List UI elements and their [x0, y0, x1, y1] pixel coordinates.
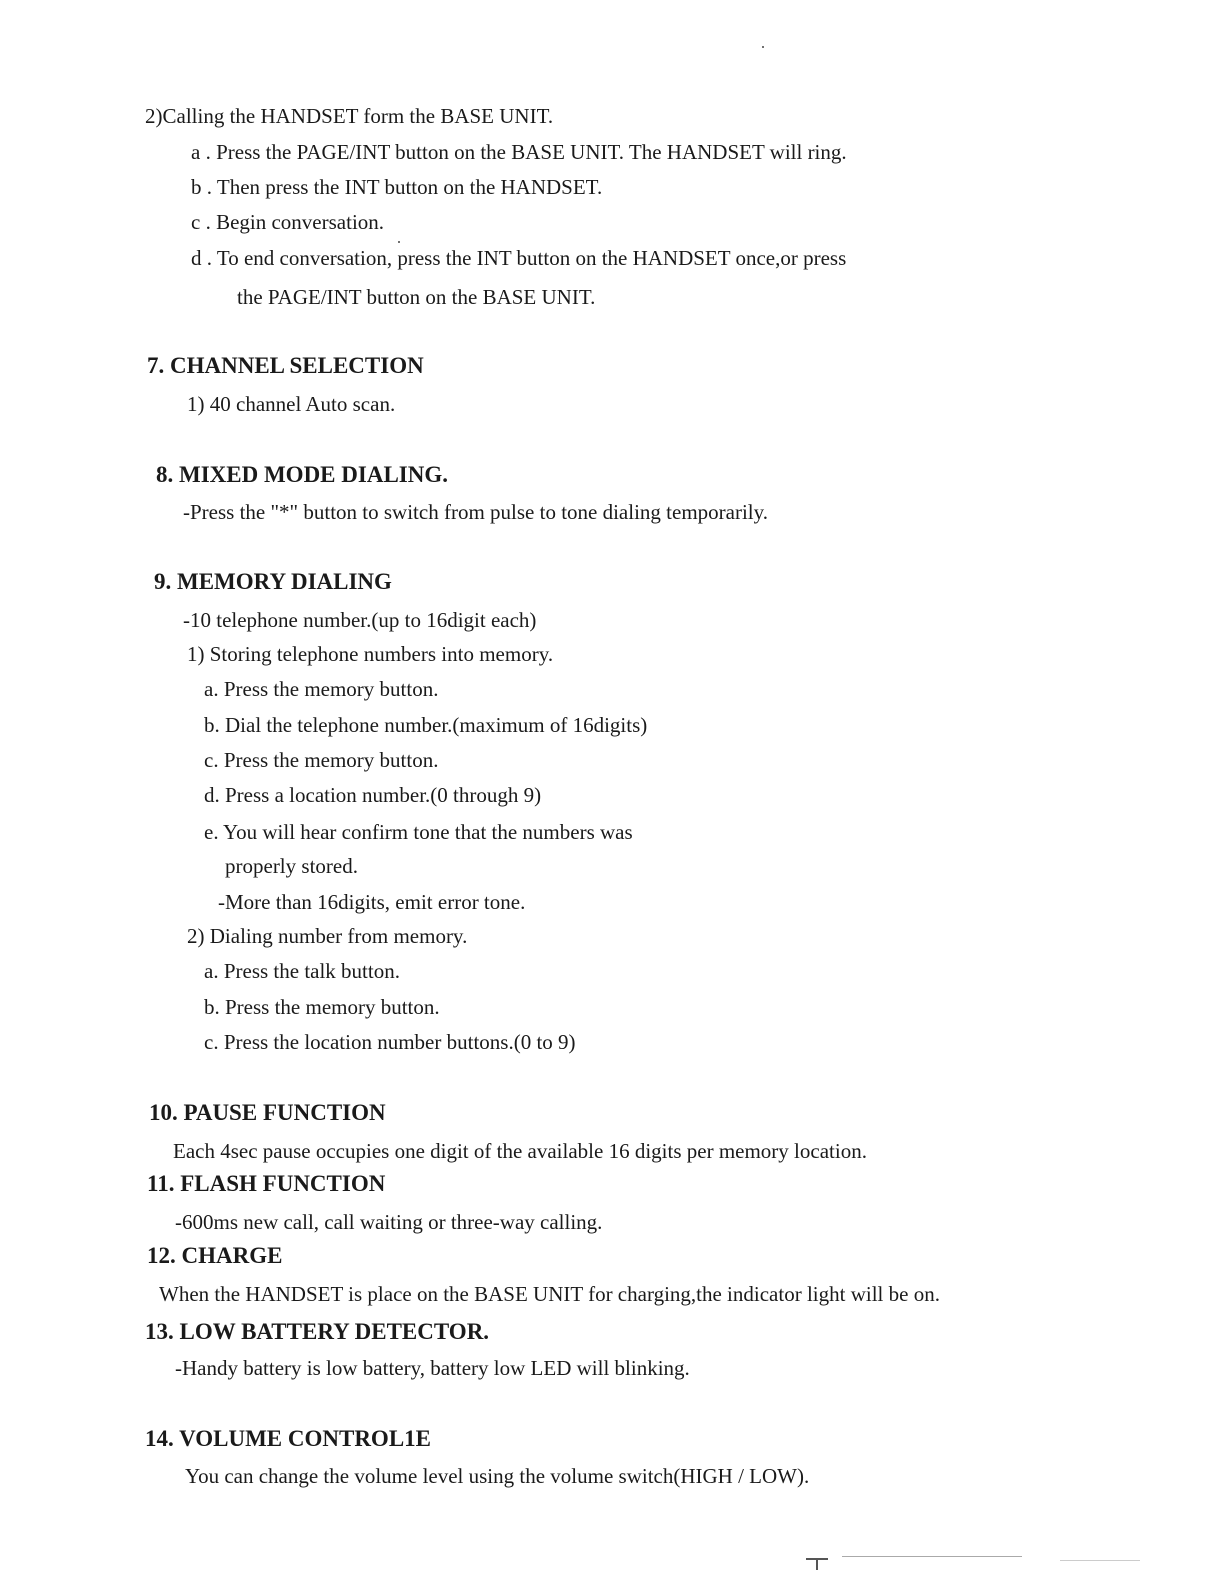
- dialing-from-memory-title: 2) Dialing number from memory.: [187, 924, 468, 948]
- channel-selection-item: 1) 40 channel Auto scan.: [187, 392, 396, 416]
- storing-step-a: a. Press the memory button.: [204, 677, 439, 701]
- charge-text: When the HANDSET is place on the BASE UNIT for charging,the indicator light will be on.: [159, 1282, 940, 1306]
- calling-step-d-line1: d . To end conversation, press the INT button on the HANDSET once,or press: [191, 246, 847, 270]
- dialing-step-a: a. Press the talk button.: [204, 959, 400, 983]
- channel-selection-heading: 7. CHANNEL SELECTION: [147, 353, 424, 378]
- memory-dialing-heading: 9. MEMORY DIALING: [154, 569, 392, 594]
- storing-step-c: c. Press the memory button.: [204, 748, 439, 772]
- storing-step-e-line2: properly stored.: [225, 854, 358, 878]
- scan-speck: [398, 241, 400, 243]
- storing-title: 1) Storing telephone numbers into memory.: [187, 642, 554, 666]
- scan-mark: [1060, 1560, 1140, 1561]
- low-battery-text: -Handy battery is low battery, battery low LED will blinking.: [175, 1356, 690, 1380]
- scan-speck: [762, 46, 764, 48]
- mixed-mode-text: -Press the "*" button to switch from pulse to tone dialing temporarily.: [183, 500, 769, 524]
- storing-error-note: -More than 16digits, emit error tone.: [218, 890, 526, 914]
- scan-mark: [842, 1556, 1022, 1557]
- mixed-mode-heading: 8. MIXED MODE DIALING.: [156, 462, 448, 487]
- flash-function-text: -600ms new call, call waiting or three-way calling.: [175, 1210, 603, 1234]
- low-battery-heading: 13. LOW BATTERY DETECTOR.: [145, 1319, 490, 1344]
- pause-function-text: Each 4sec pause occupies one digit of the available 16 digits per memory location.: [173, 1139, 867, 1163]
- memory-intro: -10 telephone number.(up to 16digit each): [183, 608, 537, 632]
- scan-mark: [816, 1558, 818, 1570]
- storing-step-e-line1: e. You will hear confirm tone that the numbers was: [204, 820, 633, 844]
- charge-heading: 12. CHARGE: [147, 1243, 283, 1268]
- dialing-step-c: c. Press the location number buttons.(0 to 9): [204, 1030, 576, 1054]
- dialing-step-b: b. Press the memory button.: [204, 995, 440, 1019]
- storing-step-b: b. Dial the telephone number.(maximum of 16digits): [204, 713, 648, 737]
- calling-step-b: b . Then press the INT button on the HANDSET.: [191, 175, 603, 199]
- volume-control-text: You can change the volume level using the volume switch(HIGH / LOW).: [185, 1464, 810, 1488]
- storing-step-d: d. Press a location number.(0 through 9): [204, 783, 542, 807]
- flash-function-heading: 11. FLASH FUNCTION: [147, 1171, 386, 1196]
- calling-handset-title: 2)Calling the HANDSET form the BASE UNIT.: [145, 104, 554, 128]
- pause-function-heading: 10. PAUSE FUNCTION: [149, 1100, 386, 1125]
- calling-step-a: a . Press the PAGE/INT button on the BASE UNIT. The HANDSET will ring.: [191, 140, 847, 164]
- calling-step-c: c . Begin conversation.: [191, 210, 385, 234]
- volume-control-heading: 14. VOLUME CONTROL1E: [145, 1426, 432, 1451]
- calling-step-d-line2: the PAGE/INT button on the BASE UNIT.: [237, 285, 596, 309]
